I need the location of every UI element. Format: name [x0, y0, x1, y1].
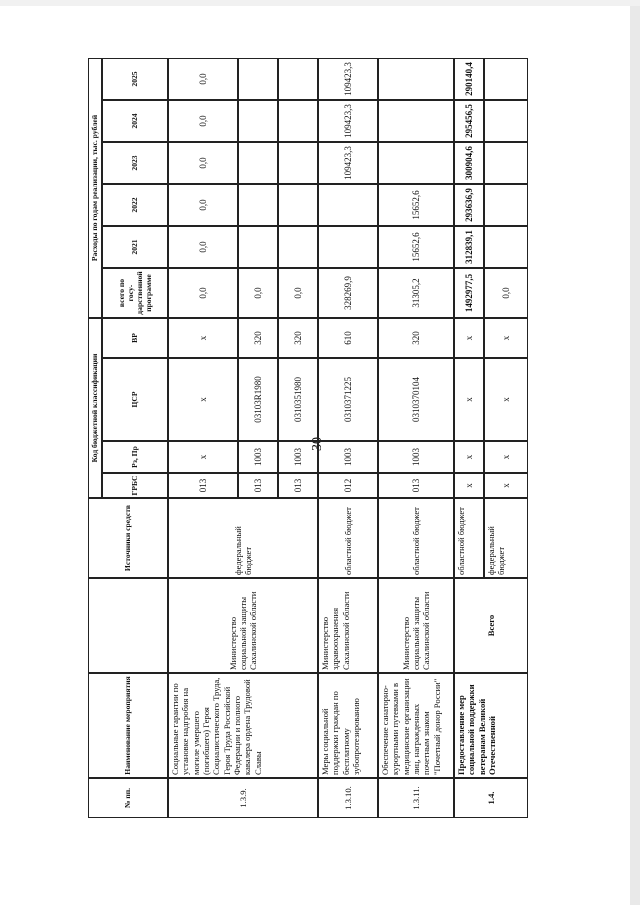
row-139b-vr: 320	[238, 318, 278, 358]
row-1310-total: 328269,9	[318, 268, 378, 318]
row-1311-source	[378, 498, 454, 578]
header-vr: ВР	[102, 318, 168, 358]
row-1310-executor: Министерство здравоохранения Сахалинской области	[318, 578, 378, 673]
row-14a-total: 1492977,5	[454, 268, 484, 318]
row-139c-2023	[278, 142, 318, 184]
row-139b-2021	[238, 226, 278, 268]
row-1311-total: 31305,2	[378, 268, 454, 318]
row-14b-source: федеральный бюджет	[484, 498, 528, 578]
row-139-no: 1.3.9.	[168, 778, 318, 818]
header-csr: ЦСР	[102, 358, 168, 441]
row-1311-2021: 15652,6	[378, 226, 454, 268]
row-139c-total: 0,0	[278, 268, 318, 318]
row-139a-2025: 0,0	[168, 58, 238, 100]
row-1310-rzpr: 1003	[318, 441, 378, 473]
row-14a-2021: 312839,1	[454, 226, 484, 268]
row-139c-2024	[278, 100, 318, 142]
row-1310-no: 1.3.10.	[318, 778, 378, 818]
row-14a-rzpr: x	[454, 441, 484, 473]
row-139b-csr: 03103R1980	[238, 358, 278, 441]
row-139-executor	[168, 578, 318, 673]
row-1310-csr: 0310371225	[318, 358, 378, 441]
row-1310-2025: 109423,3	[318, 58, 378, 100]
row-14b-2023	[484, 142, 528, 184]
row-14a-2025: 290140,4	[454, 58, 484, 100]
row-1311-name: Обеспечение санаторно-курортными путевками в медицинские организации лиц, награжденных почетным знаком "Почетный донор России"	[378, 673, 454, 778]
row-139-name: Социальные гарантии по установке надгробия на могиле умершего (погибшего) Героя Социалистического Труда, Героя Труда Российской Федерации и полного кавалера ордена Трудовой Славы	[168, 673, 318, 778]
row-139c-2025	[278, 58, 318, 100]
page-number: 30	[310, 437, 325, 451]
scan-edge	[630, 0, 640, 905]
row-14b-2025	[484, 58, 528, 100]
row-1311-no: 1.3.11.	[378, 778, 454, 818]
header-codes-group: Код бюджетной классификации	[88, 318, 102, 498]
row-139a-vr: x	[168, 318, 238, 358]
row-14a-2024: 295456,5	[454, 100, 484, 142]
row-1310-vr: 610	[318, 318, 378, 358]
row-14-no: 1.4.	[454, 778, 528, 818]
row-14b-2024	[484, 100, 528, 142]
row-14b-total: 0,0	[484, 268, 528, 318]
row-1310-source	[318, 498, 378, 578]
header-name: Наименование мероприятия	[88, 673, 168, 778]
row-139c-2022	[278, 184, 318, 226]
header-source: Источники средств	[88, 498, 168, 578]
row-1310-2024: 109423,3	[318, 100, 378, 142]
row-14b-2021	[484, 226, 528, 268]
row-139a-grbs: 013	[168, 473, 238, 498]
row-1311-2023	[378, 142, 454, 184]
header-no: № пп.	[88, 778, 168, 818]
row-1310-name: Меры социальной поддержки граждан по бесплатному зубопротезированию	[318, 673, 378, 778]
row-1311-vr: 320	[378, 318, 454, 358]
row-14a-2023: 300904,6	[454, 142, 484, 184]
row-14-executor: Всего	[454, 578, 528, 673]
row-1311-executor-text: Министерство социальной защиты Сахалинской области	[400, 591, 432, 670]
row-14a-2022: 293636,9	[454, 184, 484, 226]
row-139c-grbs: 013	[278, 473, 318, 498]
row-139-source	[168, 498, 318, 578]
row-139c-2021	[278, 226, 318, 268]
row-1310-2023: 109423,3	[318, 142, 378, 184]
row-139c-vr: 320	[278, 318, 318, 358]
header-expenses-group: Расходы по годам реализации, тыс. рублей	[88, 58, 102, 318]
header-rzpr: Рз, Пр	[102, 441, 168, 473]
row-1310-source-text: областной бюджет	[342, 507, 353, 575]
row-139a-csr: x	[168, 358, 238, 441]
row-1311-source-text: областной бюджет	[410, 507, 421, 575]
row-1311-2022: 15652,6	[378, 184, 454, 226]
row-139b-2023	[238, 142, 278, 184]
row-139a-2021: 0,0	[168, 226, 238, 268]
row-14b-csr: x	[484, 358, 528, 441]
header-2023: 2023	[102, 142, 168, 184]
header-2021: 2021	[102, 226, 168, 268]
row-139b-total: 0,0	[238, 268, 278, 318]
row-14a-source: областной бюджет	[454, 498, 484, 578]
row-14b-grbs: x	[484, 473, 528, 498]
row-14-name: Предоставление мер социальной поддержки ветеранам Великой Отечественной	[454, 673, 528, 778]
header-2025: 2025	[102, 58, 168, 100]
row-139b-2025	[238, 58, 278, 100]
header-2022: 2022	[102, 184, 168, 226]
row-1310-grbs: 012	[318, 473, 378, 498]
row-1311-2024	[378, 100, 454, 142]
row-14a-vr: x	[454, 318, 484, 358]
scan-edge-top	[0, 0, 640, 6]
row-139-source-text: федеральный бюджет	[232, 526, 253, 575]
row-1311-executor	[378, 578, 454, 673]
row-139a-rzpr: x	[168, 441, 238, 473]
row-139a-2024: 0,0	[168, 100, 238, 142]
budget-table	[88, 58, 528, 818]
row-139-executor-text: Министерство социальной защиты Сахалинской области	[227, 591, 259, 670]
header-grbs: ГРБС	[102, 473, 168, 498]
row-1311-rzpr: 1003	[378, 441, 454, 473]
row-139a-total: 0,0	[168, 268, 238, 318]
row-139a-2022: 0,0	[168, 184, 238, 226]
row-1311-grbs: 013	[378, 473, 454, 498]
header-total: всего по госу-дарственной программе	[102, 268, 168, 318]
row-14b-rzpr: x	[484, 441, 528, 473]
row-14b-2022	[484, 184, 528, 226]
row-1310-2022	[318, 184, 378, 226]
row-139b-2022	[238, 184, 278, 226]
row-1311-2025	[378, 58, 454, 100]
row-139b-2024	[238, 100, 278, 142]
row-139c-rzpr: 1003	[278, 441, 318, 473]
row-1311-csr: 0310370104	[378, 358, 454, 441]
row-14a-grbs: x	[454, 473, 484, 498]
header-2024: 2024	[102, 100, 168, 142]
header-executor	[88, 578, 168, 673]
row-139c-csr: 0310351980	[278, 358, 318, 441]
row-14b-vr: x	[484, 318, 528, 358]
row-139b-rzpr: 1003	[238, 441, 278, 473]
row-139a-2023: 0,0	[168, 142, 238, 184]
row-14a-csr: x	[454, 358, 484, 441]
row-1310-2021	[318, 226, 378, 268]
row-139b-grbs: 013	[238, 473, 278, 498]
